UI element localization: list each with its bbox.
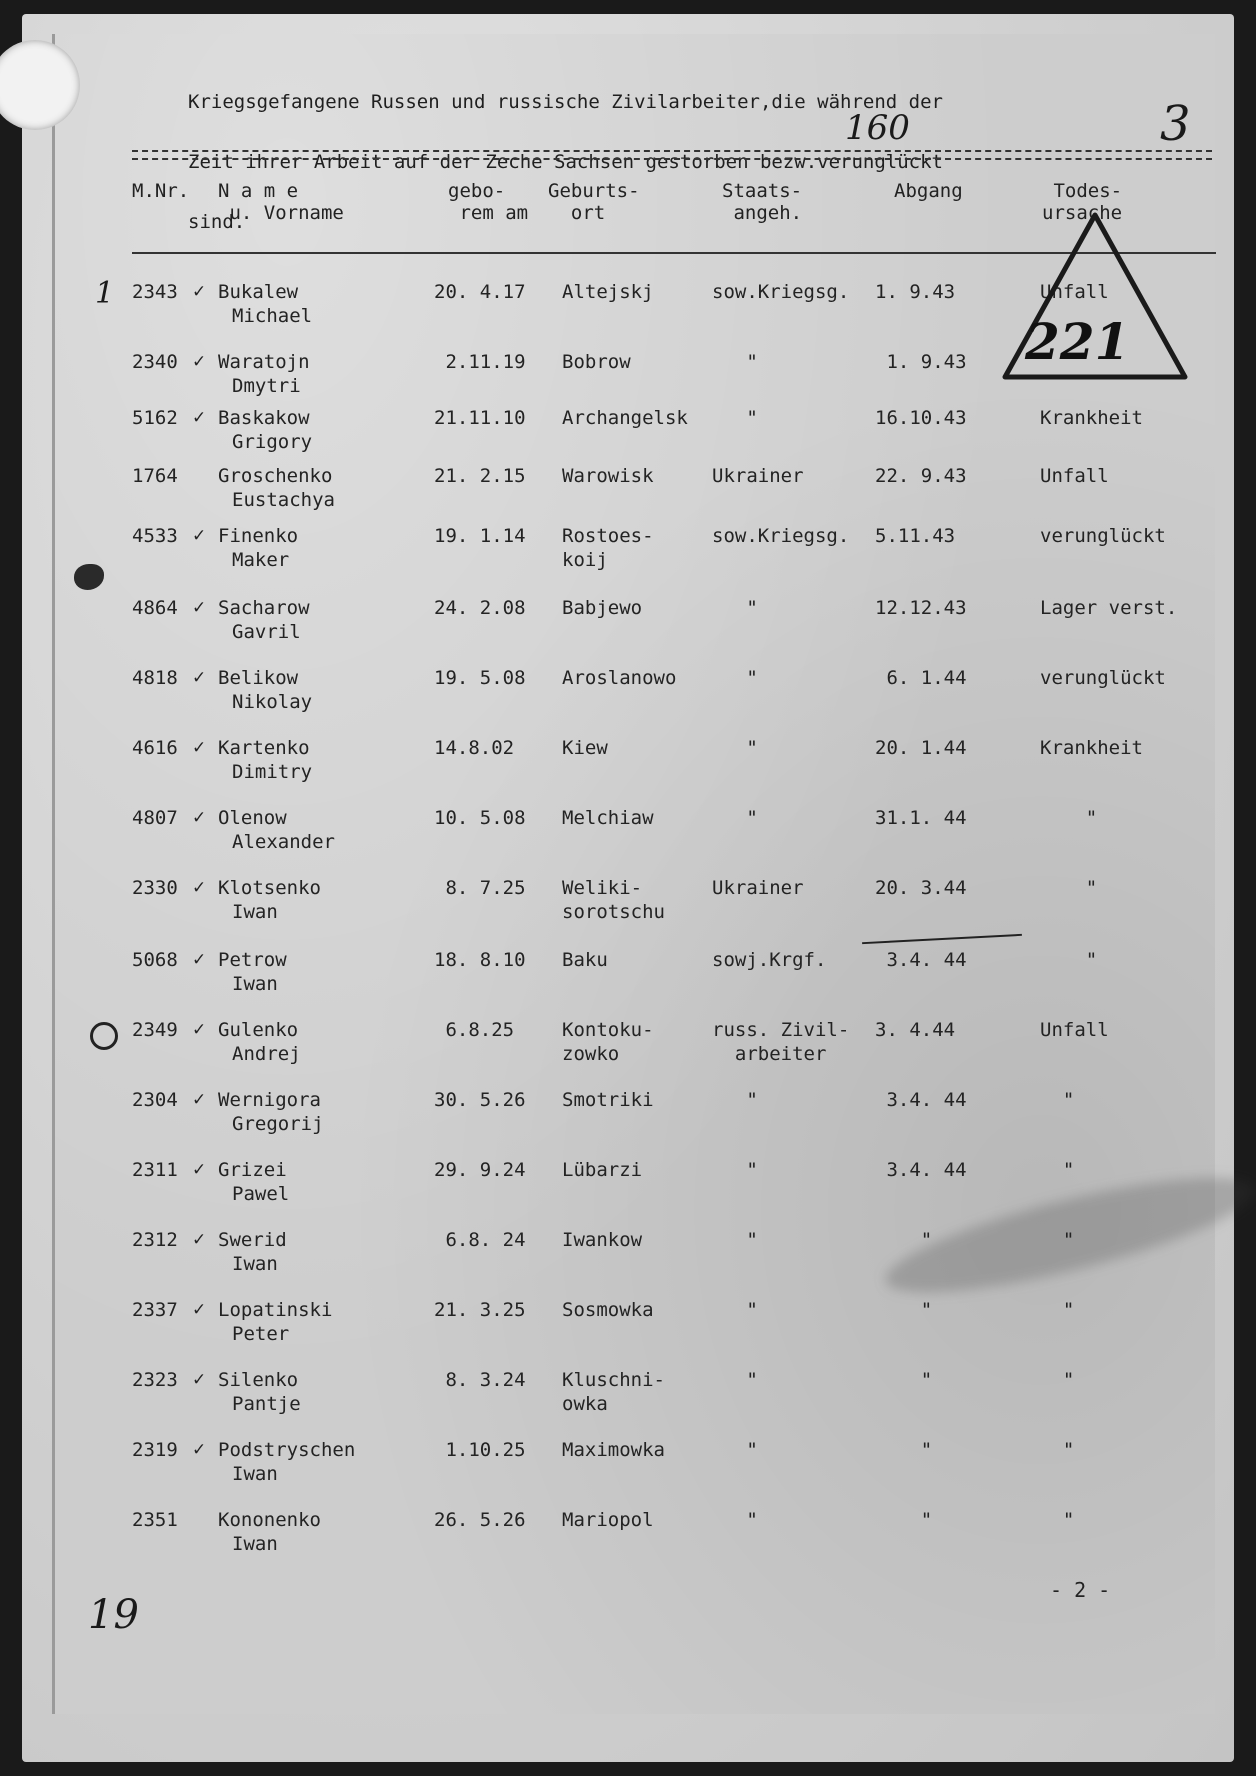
nationality-cell: Ukrainer <box>712 877 804 899</box>
nationality-cell: " <box>712 1159 758 1181</box>
mitglied-nr-cell: 2343 <box>132 281 178 303</box>
check-mark-cell: ✓ <box>192 282 207 302</box>
birthplace-cell: Melchiaw <box>562 807 654 829</box>
nationality-cell: sow.Kriegsg. <box>712 281 850 303</box>
table-row <box>0 596 1256 656</box>
check-mark-cell: ✓ <box>192 1020 207 1040</box>
mitglied-nr-cell: 2311 <box>132 1159 178 1181</box>
cause-of-death-cell: Krankheit <box>1040 407 1143 429</box>
table-row <box>0 806 1256 866</box>
exit-date-cell: 31.1. 44 <box>875 807 967 829</box>
birthplace-cell: Lübarzi <box>562 1159 643 1181</box>
table-row <box>0 876 1256 936</box>
nationality-cell: sowj.Krgf. <box>712 949 827 971</box>
nationality-cell: Ukrainer <box>712 465 804 487</box>
birthplace-cell: Baku <box>562 949 608 971</box>
surname-cell: Olenow <box>218 807 287 829</box>
cause-of-death-cell: verunglückt <box>1040 525 1166 547</box>
check-mark-cell: ✓ <box>192 950 207 970</box>
exit-date-cell: 20. 1.44 <box>875 737 967 759</box>
birth-date-cell: 1.10.25 <box>434 1439 526 1461</box>
surname-cell: Lopatinski <box>218 1299 333 1321</box>
surname-cell: Grizei <box>218 1159 287 1181</box>
nationality-cell: " <box>712 1229 758 1251</box>
exit-date-cell: 20. 3.44 <box>875 877 967 899</box>
firstname-cell: Maker <box>232 549 290 571</box>
nationality-cell: " <box>712 1089 758 1111</box>
cause-of-death-cell: Unfall <box>1040 1019 1109 1041</box>
mitglied-nr-cell: 2337 <box>132 1299 178 1321</box>
exit-date-cell: 22. 9.43 <box>875 465 967 487</box>
firstname-cell: Michael <box>232 305 313 327</box>
nationality-cell: " <box>712 597 758 619</box>
table-row <box>0 524 1256 584</box>
mitglied-nr-cell: 4864 <box>132 597 178 619</box>
birth-date-cell: 20. 4.17 <box>434 281 526 303</box>
table-row <box>0 1088 1256 1148</box>
column-header-birthplace: Geburts- ort <box>548 180 640 224</box>
birthplace-cell: Altejskj <box>562 281 654 303</box>
surname-cell: Groschenko <box>218 465 333 487</box>
mitglied-nr-cell: 2312 <box>132 1229 178 1251</box>
surname-cell: Klotsenko <box>218 877 321 899</box>
birthplace-cell: Smotriki <box>562 1089 654 1111</box>
firstname-cell: Nikolay <box>232 691 313 713</box>
mitglied-nr-cell: 2330 <box>132 877 178 899</box>
cause-of-death-cell: Krankheit <box>1040 737 1143 759</box>
birth-date-cell: 21.11.10 <box>434 407 526 429</box>
header-double-rule <box>132 150 1212 160</box>
check-mark-cell: ✓ <box>192 1300 207 1320</box>
birth-date-cell: 21. 3.25 <box>434 1299 526 1321</box>
surname-cell: Kartenko <box>218 737 310 759</box>
cause-of-death-cell: " <box>1040 949 1098 971</box>
birth-date-cell: 30. 5.26 <box>434 1089 526 1111</box>
birthplace-cell: Maximowka <box>562 1439 665 1461</box>
mitglied-nr-cell: 2349 <box>132 1019 178 1041</box>
table-row <box>0 736 1256 796</box>
check-mark-cell: ✓ <box>192 808 207 828</box>
birthplace-cell: Weliki- sorotschu <box>562 877 665 923</box>
nationality-cell: sow.Kriegsg. <box>712 525 850 547</box>
cause-of-death-cell: " <box>1040 877 1098 899</box>
firstname-cell: Iwan <box>232 1533 278 1555</box>
surname-cell: Sacharow <box>218 597 310 619</box>
surname-cell: Silenko <box>218 1369 299 1391</box>
mitglied-nr-cell: 2351 <box>132 1509 178 1531</box>
mitglied-nr-cell: 5068 <box>132 949 178 971</box>
nationality-cell: " <box>712 1509 758 1531</box>
cause-of-death-cell: " <box>1040 1439 1075 1461</box>
birth-date-cell: 14.8.02 <box>434 737 515 759</box>
table-row <box>0 666 1256 726</box>
firstname-cell: Gregorij <box>232 1113 324 1135</box>
check-mark-cell: ✓ <box>192 1440 207 1460</box>
birth-date-cell: 10. 5.08 <box>434 807 526 829</box>
circle-mark <box>90 1022 118 1050</box>
surname-cell: Belikow <box>218 667 299 689</box>
exit-date-cell: 16.10.43 <box>875 407 967 429</box>
table-row <box>0 406 1256 466</box>
column-header-nr: M.Nr. <box>132 180 190 202</box>
exit-date-cell: 1. 9.43 <box>875 281 956 303</box>
check-mark-cell: ✓ <box>192 878 207 898</box>
check-mark-cell: ✓ <box>192 738 207 758</box>
nationality-cell: " <box>712 1369 758 1391</box>
cause-of-death-cell: Unfall <box>1040 281 1109 303</box>
firstname-cell: Peter <box>232 1323 290 1345</box>
birthplace-cell: Archangelsk <box>562 407 688 429</box>
exit-date-cell: 6. 1.44 <box>875 667 967 689</box>
surname-cell: Gulenko <box>218 1019 299 1041</box>
cause-of-death-cell: " <box>1040 1229 1075 1251</box>
surname-cell: Waratojn <box>218 351 310 373</box>
firstname-cell: Gavril <box>232 621 301 643</box>
exit-date-cell: 3.4. 44 <box>875 1089 967 1111</box>
birth-date-cell: 29. 9.24 <box>434 1159 526 1181</box>
birth-date-cell: 8. 3.24 <box>434 1369 526 1391</box>
exit-date-cell: 5.11.43 <box>875 525 956 547</box>
handwritten-bottom-number: 19 <box>88 1592 139 1638</box>
birth-date-cell: 21. 2.15 <box>434 465 526 487</box>
exit-date-cell: 1. 9.43 <box>875 351 967 373</box>
check-mark-cell: ✓ <box>192 408 207 428</box>
mitglied-nr-cell: 2304 <box>132 1089 178 1111</box>
exit-date-cell: " <box>875 1439 933 1461</box>
birthplace-cell: Aroslanowo <box>562 667 677 689</box>
cause-of-death-cell: " <box>1040 1509 1075 1531</box>
page-number: - 2 - <box>1050 1578 1111 1602</box>
table-row <box>0 1228 1256 1288</box>
surname-cell: Podstryschen <box>218 1439 356 1461</box>
header-line-1: Kriegsgefangene Russen und russische Zivilarbeiter,die während der <box>188 91 943 113</box>
exit-date-cell: 3.4. 44 <box>875 949 967 971</box>
surname-cell: Kononenko <box>218 1509 321 1531</box>
birthplace-cell: Warowisk <box>562 465 654 487</box>
table-row <box>0 1158 1256 1218</box>
firstname-cell: Grigory <box>232 431 313 453</box>
check-mark-cell: ✓ <box>192 1230 207 1250</box>
column-header-name: N a m e u. Vorname <box>218 180 344 224</box>
birthplace-cell: Sosmowka <box>562 1299 654 1321</box>
birthplace-cell: Bobrow <box>562 351 631 373</box>
table-row <box>0 464 1256 524</box>
column-header-exit: Abgang <box>894 180 963 202</box>
firstname-cell: Iwan <box>232 973 278 995</box>
header-line-2: Zeit ihrer Arbeit auf der Zeche Sachsen gestorben bezw.verunglückt <box>188 151 943 173</box>
header-line-3: sind. <box>188 211 246 233</box>
mitglied-nr-cell: 1764 <box>132 465 178 487</box>
mitglied-nr-cell: 4807 <box>132 807 178 829</box>
firstname-cell: Iwan <box>232 1253 278 1275</box>
mitglied-nr-cell: 4533 <box>132 525 178 547</box>
birthplace-cell: Mariopol <box>562 1509 654 1531</box>
exit-date-cell: 12.12.43 <box>875 597 967 619</box>
cause-of-death-cell: verunglückt <box>1040 667 1166 689</box>
handwritten-number-top: 160 <box>845 108 910 148</box>
table-row <box>0 948 1256 1008</box>
birth-date-cell: 8. 7.25 <box>434 877 526 899</box>
birth-date-cell: 26. 5.26 <box>434 1509 526 1531</box>
cause-of-death-cell: " <box>1040 1369 1075 1391</box>
check-mark-cell: ✓ <box>192 526 207 546</box>
mitglied-nr-cell: 2340 <box>132 351 178 373</box>
check-mark-cell: ✓ <box>192 668 207 688</box>
nationality-cell: " <box>712 351 758 373</box>
column-header-born: gebo- rem am <box>448 180 529 224</box>
surname-cell: Baskakow <box>218 407 310 429</box>
cause-of-death-cell: Unfall <box>1040 465 1109 487</box>
cause-of-death-cell: Lager verst. <box>1040 597 1178 619</box>
firstname-cell: Iwan <box>232 901 278 923</box>
handwritten-margin-number: 1 <box>95 276 115 311</box>
exit-date-cell: 3.4. 44 <box>875 1159 967 1181</box>
birth-date-cell: 24. 2.08 <box>434 597 526 619</box>
birth-date-cell: 6.8.25 <box>434 1019 515 1041</box>
nationality-cell: " <box>712 1299 758 1321</box>
check-mark-cell: ✓ <box>192 1090 207 1110</box>
firstname-cell: Iwan <box>232 1463 278 1485</box>
firstname-cell: Andrej <box>232 1043 301 1065</box>
birth-date-cell: 19. 5.08 <box>434 667 526 689</box>
cause-of-death-cell: " <box>1040 1159 1075 1181</box>
nationality-cell: " <box>712 737 758 759</box>
surname-cell: Wernigora <box>218 1089 321 1111</box>
firstname-cell: Dmytri <box>232 375 301 397</box>
table-row <box>0 1018 1256 1078</box>
check-mark-cell: ✓ <box>192 1370 207 1390</box>
mitglied-nr-cell: 2319 <box>132 1439 178 1461</box>
nationality-cell: " <box>712 667 758 689</box>
birthplace-cell: Rostoes- koij <box>562 525 654 571</box>
surname-cell: Swerid <box>218 1229 287 1251</box>
nationality-cell: russ. Zivil- arbeiter <box>712 1019 850 1065</box>
birth-date-cell: 18. 8.10 <box>434 949 526 971</box>
table-row <box>0 1438 1256 1498</box>
firstname-cell: Eustachya <box>232 489 335 511</box>
firstname-cell: Dimitry <box>232 761 313 783</box>
mitglied-nr-cell: 2323 <box>132 1369 178 1391</box>
birth-date-cell: 19. 1.14 <box>434 525 526 547</box>
check-mark-cell: ✓ <box>192 598 207 618</box>
nationality-cell: " <box>712 1439 758 1461</box>
firstname-cell: Pawel <box>232 1183 290 1205</box>
birth-date-cell: 6.8. 24 <box>434 1229 526 1251</box>
cause-of-death-cell: " <box>1040 807 1098 829</box>
exit-date-cell: " <box>875 1229 933 1251</box>
table-row <box>0 1508 1256 1568</box>
mitglied-nr-cell: 4818 <box>132 667 178 689</box>
mitglied-nr-cell: 5162 <box>132 407 178 429</box>
mitglied-nr-cell: 4616 <box>132 737 178 759</box>
surname-cell: Petrow <box>218 949 287 971</box>
check-mark-cell: ✓ <box>192 1160 207 1180</box>
handwritten-corner-number: 3 <box>1160 96 1191 152</box>
column-header-cause: Todes- ursache <box>1042 180 1123 224</box>
exit-date-cell: " <box>875 1369 933 1391</box>
birthplace-cell: Kiew <box>562 737 608 759</box>
column-header-nationality: Staats- angeh. <box>722 180 803 224</box>
table-row <box>0 1298 1256 1358</box>
nationality-cell: " <box>712 807 758 829</box>
surname-cell: Finenko <box>218 525 299 547</box>
cause-of-death-cell: " <box>1040 1299 1075 1321</box>
stamp-number: 221 <box>1025 312 1130 371</box>
exit-date-cell: " <box>875 1509 933 1531</box>
check-mark-cell: ✓ <box>192 352 207 372</box>
birthplace-cell: Kontoku- zowko <box>562 1019 654 1065</box>
surname-cell: Bukalew <box>218 281 299 303</box>
birth-date-cell: 2.11.19 <box>434 351 526 373</box>
birthplace-cell: Kluschni- owka <box>562 1369 665 1415</box>
table-row <box>0 1368 1256 1428</box>
firstname-cell: Pantje <box>232 1393 301 1415</box>
cause-of-death-cell: " <box>1040 1089 1075 1111</box>
nationality-cell: " <box>712 407 758 429</box>
birthplace-cell: Iwankow <box>562 1229 643 1251</box>
exit-date-cell: 3. 4.44 <box>875 1019 956 1041</box>
firstname-cell: Alexander <box>232 831 335 853</box>
exit-date-cell: " <box>875 1299 933 1321</box>
birthplace-cell: Babjewo <box>562 597 643 619</box>
